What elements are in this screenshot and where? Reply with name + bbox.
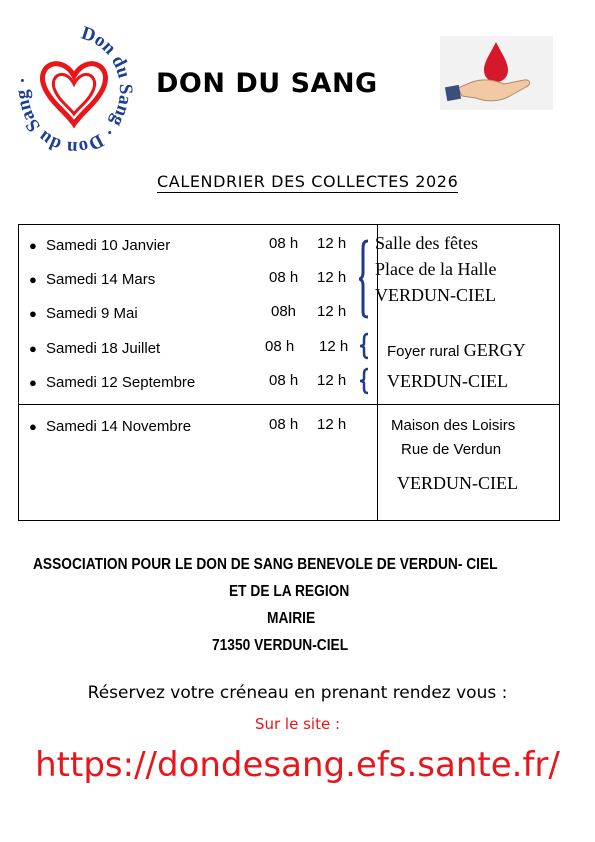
blood-drop-hand-icon: [440, 36, 553, 110]
schedule-table: [18, 224, 560, 521]
date-label: Samedi 9 Mai: [46, 305, 138, 322]
end-time: 12 h: [317, 235, 347, 252]
location-line: Place de la Halle: [375, 259, 497, 279]
brace-icon: [359, 367, 371, 395]
reservation-text: Réservez votre créneau en prenant rendez vous :: [87, 683, 508, 703]
schedule-row: [29, 374, 195, 391]
date-label: Samedi 14 Novembre: [46, 418, 192, 435]
location-line: Maison des Loisirs: [391, 417, 516, 434]
end-time: 12 h: [317, 416, 347, 433]
start-time: 08 h: [265, 338, 295, 355]
association-region: ET DE LA REGION: [229, 583, 350, 600]
page-title: DON DU SANG: [156, 68, 378, 99]
row-divider: [19, 404, 559, 405]
schedule-row: [29, 237, 170, 254]
association-address: 71350 VERDUN-CIEL: [212, 637, 349, 654]
end-time: 12 h: [317, 303, 347, 320]
bullet-icon: ●: [29, 306, 37, 321]
end-time: 12 h: [319, 338, 349, 355]
start-time: 08 h: [269, 372, 299, 389]
bullet-icon: ●: [29, 272, 37, 287]
site-label: Sur le site :: [254, 715, 341, 733]
schedule-row: [29, 340, 160, 357]
start-time: 08h: [271, 303, 297, 320]
association-name: ASSOCIATION POUR LE DON DE SANG BENEVOLE DE VERDUN- CIEL: [33, 556, 498, 573]
svg-text:Don du Sang · Don du Sang ·: Don du Sang · Don du San ·: [14, 22, 134, 154]
bullet-icon: ●: [29, 341, 37, 356]
location-line: VERDUN-CIEL: [387, 371, 508, 391]
bullet-icon: ●: [29, 375, 37, 390]
date-label: Samedi 10 Janvier: [46, 237, 171, 254]
calendar-subtitle: CALENDRIER DES COLLECTES 2026: [157, 172, 459, 191]
start-time: 08 h: [269, 416, 299, 433]
schedule-row: [29, 418, 191, 435]
end-time: 12 h: [317, 372, 347, 389]
schedule-row: [29, 305, 138, 322]
bullet-icon: ●: [29, 238, 37, 253]
location-line: Rue de Verdun: [401, 441, 502, 458]
location-line: VERDUN-CIEL: [375, 285, 496, 305]
date-label: Samedi 14 Mars: [46, 271, 156, 288]
location-line: Foyer rural GERGY: [387, 340, 526, 360]
location-line: Salle des fêtes: [375, 233, 478, 253]
date-label: Samedi 18 Juillet: [46, 340, 161, 357]
association-mairie: MAIRIE: [267, 610, 316, 627]
bullet-icon: ●: [29, 419, 37, 434]
schedule-row: [29, 271, 155, 288]
brace-icon: [359, 239, 371, 319]
date-label: Samedi 12 Septembre: [46, 374, 196, 391]
end-time: 12 h: [317, 269, 347, 286]
brace-icon: [359, 332, 371, 360]
location-line: VERDUN-CIEL: [397, 473, 518, 493]
don-du-sang-logo: [14, 14, 134, 154]
start-time: 08 h: [269, 235, 299, 252]
website-link[interactable]: https://dondesang.efs.sante.fr/: [35, 745, 560, 785]
start-time: 08 h: [269, 269, 299, 286]
